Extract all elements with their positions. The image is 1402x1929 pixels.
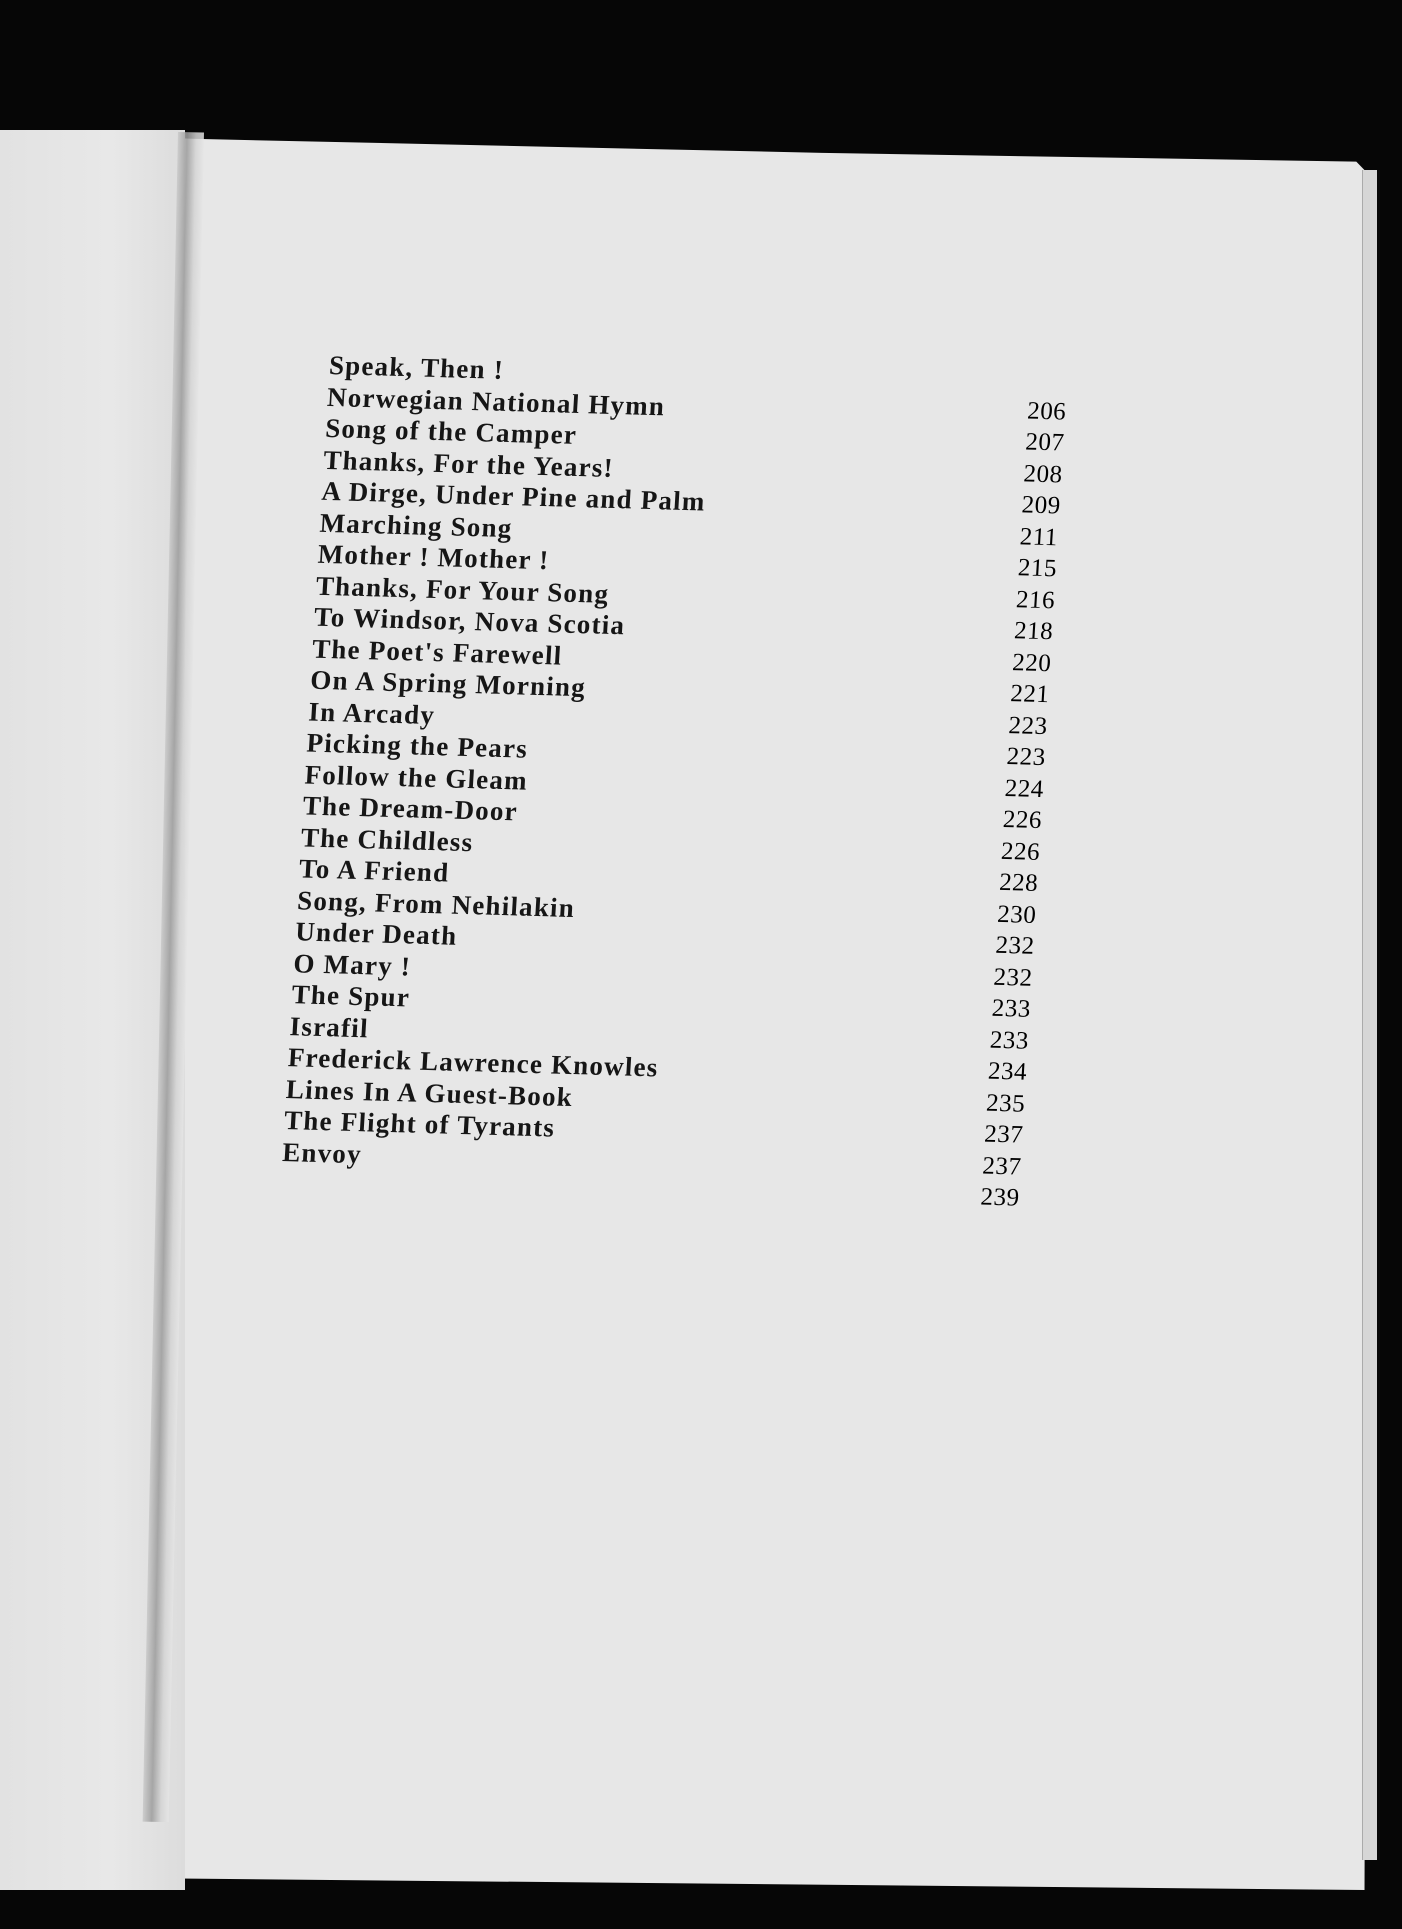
toc-title: Under Death <box>294 916 459 951</box>
toc-title: On A Spring Morning <box>309 664 587 703</box>
toc-page-number: 216 <box>1015 585 1056 614</box>
toc-title: O Mary ! <box>292 947 413 981</box>
toc-page-number: 220 <box>1011 648 1053 677</box>
toc-title: The Poet's Farewell <box>311 633 564 671</box>
toc-title: Marching Song <box>318 507 514 543</box>
page-stack-edge <box>1362 170 1377 1860</box>
toc-page-number: 232 <box>992 963 1034 992</box>
toc-title: Mother ! Mother ! <box>317 538 551 576</box>
toc-page-number: 218 <box>1013 617 1054 646</box>
toc-title: Follow the Gleam <box>303 758 529 796</box>
toc-page-number: 206 <box>1026 397 1068 426</box>
toc-title: Frederick Lawrence Knowles <box>287 1042 660 1083</box>
toc-title: To A Friend <box>298 853 451 888</box>
toc-page-number: 208 <box>1022 459 1064 488</box>
toc-title: In Arcady <box>307 696 436 730</box>
toc-title: Thanks, For Your Song <box>315 570 611 609</box>
toc-page-number: 226 <box>1002 805 1043 835</box>
toc-title: The Spur <box>290 979 411 1013</box>
toc-page-number: 233 <box>989 1026 1030 1055</box>
toc-page-number: 211 <box>1019 522 1059 551</box>
table-of-contents <box>281 350 1089 1212</box>
toc-page-number: 221 <box>1009 680 1051 709</box>
toc-page-number: 233 <box>990 994 1032 1023</box>
toc-title: The Dream-Door <box>302 790 519 827</box>
toc-page-number: 239 <box>979 1183 1021 1212</box>
toc-title: Israfil <box>288 1010 370 1043</box>
toc-page-number: 223 <box>1005 743 1047 772</box>
toc-page-number: 207 <box>1024 428 1066 457</box>
toc-title: To Windsor, Nova Scotia <box>313 601 627 641</box>
toc-page-number: 215 <box>1017 554 1058 583</box>
toc-title: Lines In A Guest-Book <box>285 1073 574 1112</box>
toc-title: Thanks, For the Years! <box>322 444 615 483</box>
toc-page-number: 232 <box>994 931 1036 960</box>
toc-page-number: 235 <box>985 1089 1026 1118</box>
toc-page-number: 230 <box>996 900 1038 929</box>
toc-title: The Flight of Tyrants <box>283 1105 557 1143</box>
toc-page-number: 237 <box>983 1120 1025 1149</box>
toc-page-number: 228 <box>998 868 1040 897</box>
toc-title: Envoy <box>281 1136 363 1169</box>
toc-title: Song of the Camper <box>324 412 579 450</box>
toc-page-number: 237 <box>981 1152 1023 1181</box>
toc-page-number: 209 <box>1020 491 1062 520</box>
toc-title: The Childless <box>300 821 475 857</box>
toc-page-number: 226 <box>1000 837 1041 866</box>
toc-page-number: 224 <box>1004 774 1045 803</box>
toc-page-number: 234 <box>987 1057 1028 1086</box>
toc-title: Speak, Then ! <box>328 350 505 385</box>
toc-title: A Dirge, Under Pine and Palm <box>320 475 707 517</box>
toc-page-number: 223 <box>1007 711 1049 740</box>
toc-title: Song, From Nehilakin <box>296 884 576 923</box>
toc-title: Picking the Pears <box>305 727 529 764</box>
toc-title: Norwegian National Hymn <box>326 381 667 421</box>
